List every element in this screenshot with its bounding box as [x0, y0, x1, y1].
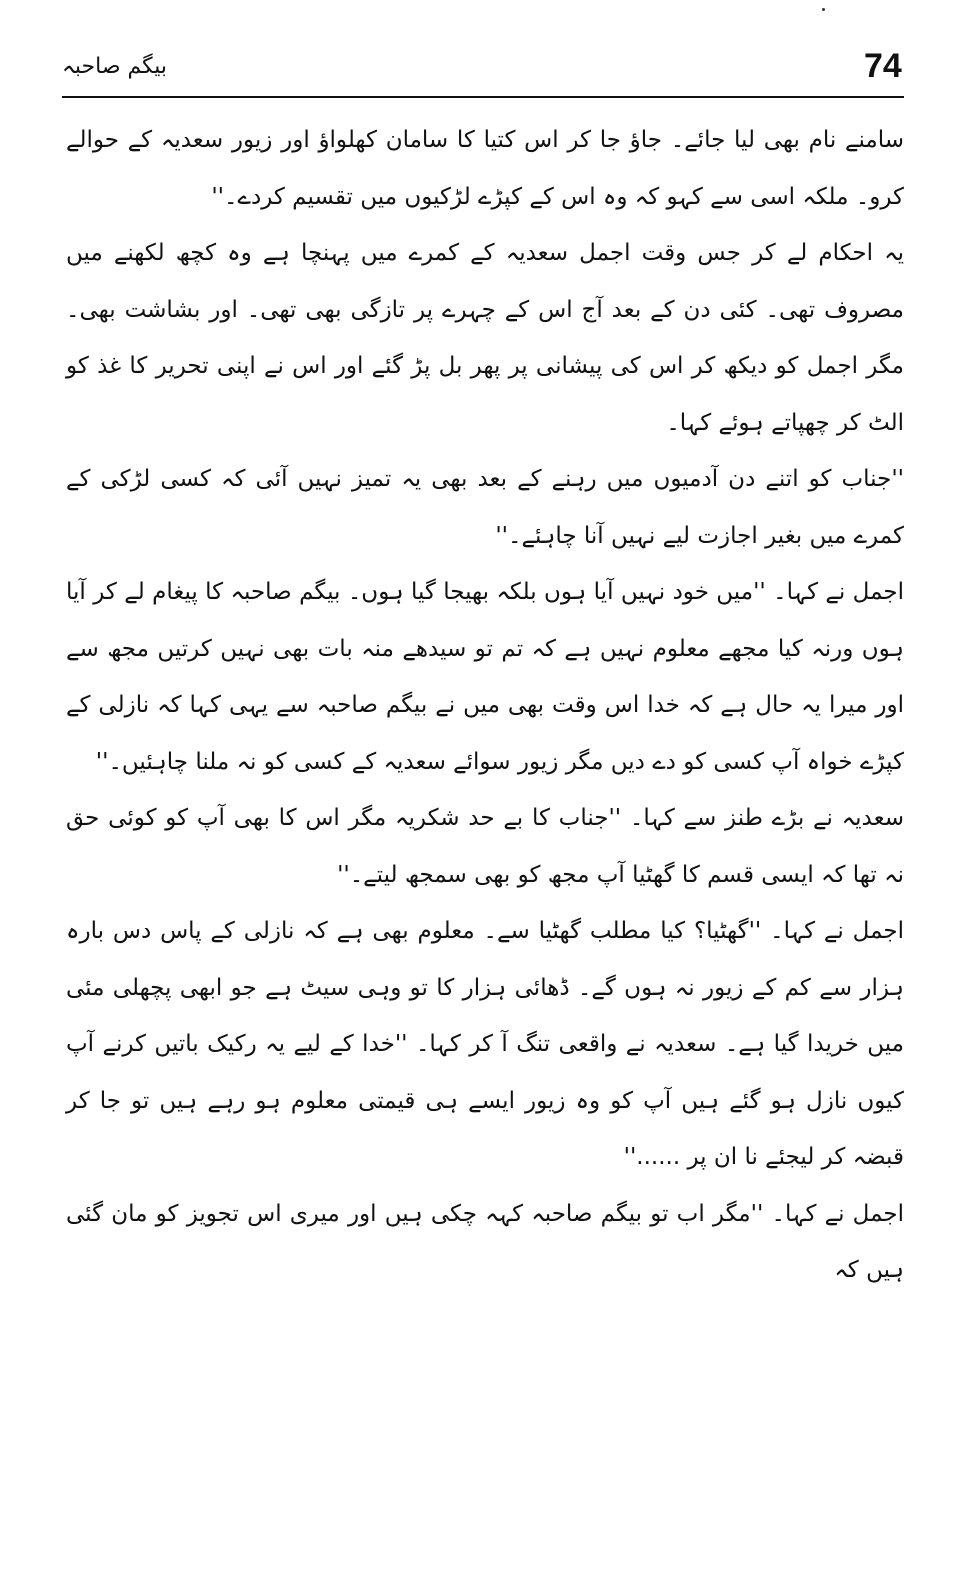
scan-speck [822, 8, 825, 11]
running-title: بیگم صاحبہ [62, 54, 168, 79]
paragraph-7: اجمل نے کہا۔ ''مگر اب تو بیگم صاحبہ کہہ چکی ہیں اور میری اس تجویز کو مان گئی ہیں کہ [66, 1200, 904, 1283]
paragraph-4: اجمل نے کہا۔ ''میں خود نہیں آیا ہوں بلکہ بھیجا گیا ہوں۔ بیگم صاحبہ کا پیغام لے کر آیا ہوں ورنہ کیا مجھے معلوم نہیں ہے کہ تم تو سیدھے منہ بات بھی نہیں کرتیں مجھ سے اور میرا یہ حال ہے کہ خدا اس وقت بھی میں نے بیگم صاحبہ سے یہی کہا کہ نازلی کے کپڑے خواہ آپ کسی کو دے دیں مگر زیور سوائے سعدیہ کے کسی کو نہ ملنا چاہئیں۔'' [66, 579, 904, 775]
paragraph-2: یہ احکام لے کر جس وقت اجمل سعدیہ کے کمرے میں پہنچا ہے وہ کچھ لکھنے میں مصروف تھی۔ کئی دن کے بعد آج اس کے چہرے پر تازگی بھی تھی۔ اور بشاشت بھی۔ مگر اجمل کو دیکھ کر اس کی پیشانی پر پھر بل پڑ گئے اور اس نے اپنی تحریر کا غذ کو الٹ کر چھپاتے ہوئے کہا۔ [66, 240, 904, 436]
header-rule [62, 96, 904, 98]
paragraph-1: سامنے نام بھی لیا جائے۔ جاؤ جا کر اس کتیا کا سامان کھلواؤ اور زیور سعدیہ کے حوالے کرو۔ ملکہ اسی سے کہو کہ وہ اس کے کپڑے لڑکیوں میں تقسیم کردے۔'' [66, 127, 904, 210]
body-text [66, 112, 904, 1572]
page-number: 74 [864, 47, 902, 85]
paragraph-6: اجمل نے کہا۔ ''گھٹیا؟ کیا مطلب گھٹیا سے۔ معلوم بھی ہے کہ نازلی کے پاس دس بارہ ہزار سے کم کے زیور نہ ہوں گے۔ ڈھائی ہزار کا تو وہی سیٹ ہے جو ابھی پچھلی مئی میں خریدا گیا ہے۔ سعدیہ نے واقعی تنگ آ کر کہا۔ ''خدا کے لیے یہ رکیک باتیں کرنے آپ کیوں نازل ہو گئے ہیں آپ کو وہ زیور ایسے ہی قیمتی معلوم ہو رہے ہیں تو جا کر قبضہ کر لیجئے نا ان پر ......'' [66, 918, 904, 1170]
paragraph-3: ''جناب کو اتنے دن آدمیوں میں رہنے کے بعد بھی یہ تمیز نہیں آئی کہ کسی لڑکی کے کمرے میں بغیر اجازت لیے نہیں آنا چاہئے۔'' [66, 466, 904, 549]
page-header [62, 44, 904, 94]
paragraph-5: سعدیہ نے بڑے طنز سے کہا۔ ''جناب کا بے حد شکریہ مگر اس کا بھی آپ کو کوئی حق نہ تھا کہ ایسی قسم کا گھٹیا آپ مجھ کو بھی سمجھ لیتے۔'' [66, 805, 904, 888]
